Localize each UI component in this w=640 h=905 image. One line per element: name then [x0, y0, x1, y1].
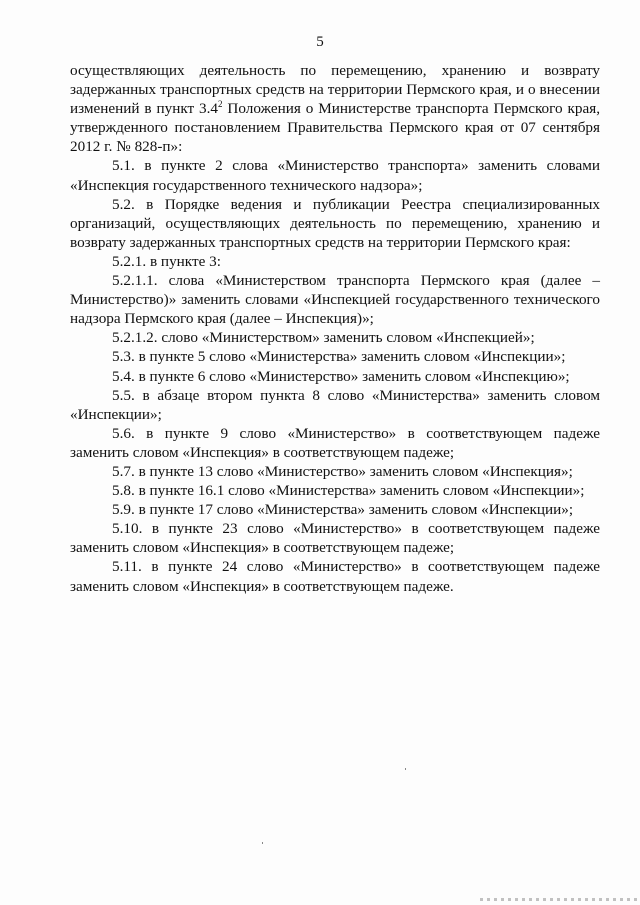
page-number: 5 — [316, 34, 324, 50]
scan-edge-artifact — [480, 898, 640, 901]
paragraph-5-6: 5.6. в пункте 9 слово «Министерство» в соответствующем падеже заменить словом «Инспекция» в соответствующем падеже; — [70, 424, 600, 461]
intro-text-part1: осуществляющих деятельность по перемещению, хранению и возврату задержанных транспортных средств на территории Пермского края, и о внесении изменений в пункт 3.4 — [70, 62, 600, 118]
paragraph-intro — [70, 61, 600, 156]
paragraph-5-2: 5.2. в Порядке ведения и публикации Реестра специализированных организаций, осуществляющих деятельность по перемещению, хранению и возврату задержанных транспортных средств на территории Пермского края: — [70, 195, 600, 251]
document-body — [70, 61, 600, 596]
paragraph-5-4: 5.4. в пункте 6 слово «Министерство» заменить словом «Инспекцию»; — [112, 367, 570, 385]
paragraph-5-2-1: 5.2.1. в пункте 3: — [112, 252, 221, 270]
paragraph-5-5: 5.5. в абзаце втором пункта 8 слово «Министерства» заменить словом «Инспекции»; — [70, 386, 600, 423]
paragraph-5-8: 5.8. в пункте 16.1 слово «Министерства» заменить словом «Инспекции»; — [112, 482, 585, 500]
paragraph-5-1: 5.1. в пункте 2 слова «Министерство транспорта» заменить словами «Инспекция государственного технического надзора»; — [70, 157, 600, 194]
scan-speck — [405, 768, 406, 770]
paragraph-5-3: 5.3. в пункте 5 слово «Министерства» заменить словом «Инспекции»; — [112, 348, 566, 366]
paragraph-5-7: 5.7. в пункте 13 слово «Министерство» заменить словом «Инспекция»; — [112, 462, 573, 480]
paragraph-5-10: 5.10. в пункте 23 слово «Министерство» в соответствующем падеже заменить словом «Инспекция» в соответствующем падеже; — [70, 520, 600, 557]
intro-text-part2: Положения о Министерстве транспорта Пермского края, утвержденного постановлением Правительства Пермского края от 07 сентября 2012 г. № 828-п»: — [70, 100, 600, 156]
paragraph-5-9: 5.9. в пункте 17 слово «Министерства» заменить словом «Инспекции»; — [112, 501, 574, 519]
paragraph-5-2-1-2: 5.2.1.2. слово «Министерством» заменить словом «Инспекцией»; — [112, 329, 535, 347]
paragraph-5-2-1-1: 5.2.1.1. слова «Министерством транспорта Пермского края (далее – Министерство)» заменить словами «Инспекцией государственного технического надзора Пермского края (далее – Инспекция)»; — [70, 272, 600, 328]
scan-speck — [262, 842, 263, 844]
intro-superscript: 2 — [218, 99, 223, 110]
paragraph-5-11: 5.11. в пункте 24 слово «Министерство» в соответствующем падеже заменить словом «Инспекция» в соответствующем падеже. — [70, 558, 600, 595]
